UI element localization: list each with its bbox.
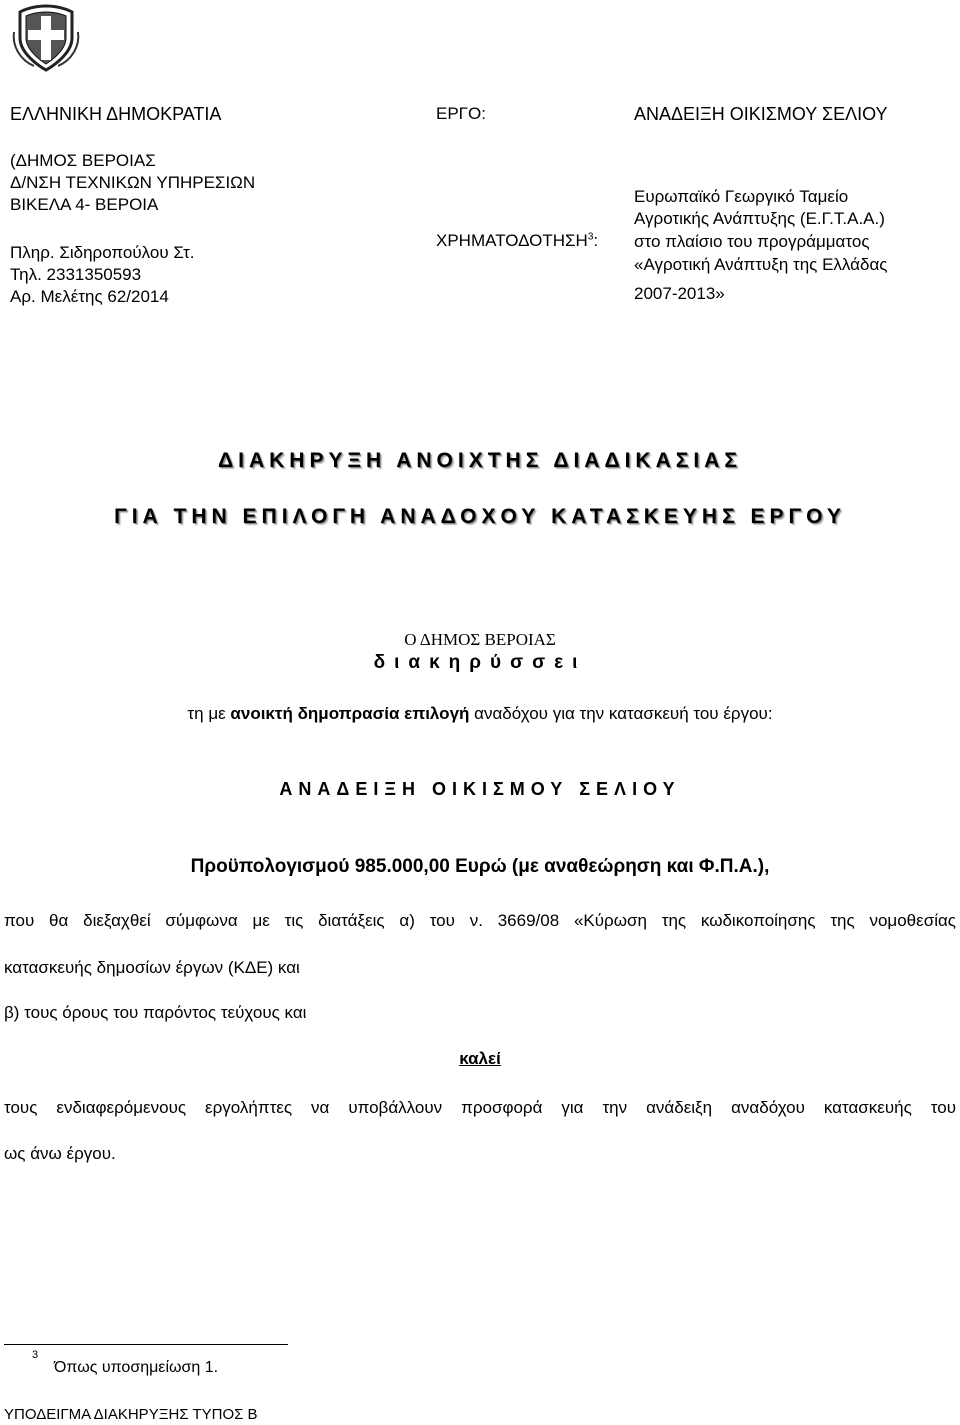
body-line-4: τους ενδιαφερόμενους εργολήπτες να υποβάλλουν προσφορά για την ανάδειξη αναδόχου κατασκευής του (4, 1098, 956, 1117)
funding-footnote-ref: 3 (587, 231, 594, 243)
funding-line: Ευρωπαϊκό Γεωργικό Ταμείο (634, 187, 849, 206)
info-person: Πληρ. Σιδηροπούλου Στ. (10, 243, 195, 262)
municipality-name: (ΔΗΜΟΣ ΒΕΡΟΙΑΣ (10, 151, 156, 170)
declaration-line (0, 704, 960, 724)
body-line-1: που θα διεξαχθεί σύμφωνα με τις διατάξεις α) του ν. 3669/08 «Κύρωση της κωδικοποίησης της νομοθεσίας (4, 911, 956, 930)
funding-line: «Αγροτική Ανάπτυξη της Ελλάδας (634, 255, 888, 274)
funding-line: Αγροτικής Ανάπτυξης (Ε.Γ.Τ.Α.Α.) (634, 209, 885, 228)
project-label: ΕΡΓΟ: (436, 104, 486, 123)
issuer-name: Ο ΔΗΜΟΣ ΒΕΡΟΙΑΣ (404, 630, 556, 649)
study-number: Αρ. Μελέτης 62/2014 (10, 287, 169, 306)
body-line-2: κατασκευής δημοσίων έργων (ΚΔΕ) και (4, 958, 300, 977)
address: ΒΙΚΕΛΑ 4- ΒΕΡΟΙΑ (10, 195, 159, 214)
body-line-3: β) τους όρους του παρόντος τεύχους και (4, 1003, 307, 1022)
footnote-number: 3 (32, 1349, 39, 1361)
document-title: ΔΙΑΚΗΡΥΞΗ ΑΝΟΙΧΤΗΣ ΔΙΑΔΙΚΑΣΙΑΣ (218, 449, 742, 472)
funding-colon: : (593, 231, 599, 250)
declaration-post: αναδόχου για την κατασκευή του έργου: (469, 704, 773, 723)
header-project-name: ΑΝΑΔΕΙΞΗ ΟΙΚΙΣΜΟΥ ΣΕΛΙΟΥ (634, 104, 888, 124)
funding-label-text: ΧΡΗΜΑΤΟΔΟΤΗΣΗ (436, 231, 588, 250)
invite-word: καλεί (459, 1049, 501, 1068)
budget-line: Προϋπολογισμού 985.000,00 Ευρώ (με αναθεώρηση και Φ.Π.Α.), (190, 856, 770, 877)
phone-number: Τηλ. 2331350593 (10, 265, 142, 284)
funding-label (436, 230, 598, 252)
project-title: ΑΝΑΔΕΙΞΗ ΟΙΚΙΣΜΟΥ ΣΕΛΙΟΥ (279, 779, 681, 799)
footnote-separator (4, 1344, 288, 1345)
greek-coat-of-arms-icon (10, 2, 82, 74)
body-line-5: ως άνω έργου. (4, 1144, 116, 1163)
funding-line: στο πλαίσιο του προγράμματος (634, 232, 870, 251)
declaration-pre: τη με (187, 704, 231, 723)
department-name: Δ/ΝΣΗ ΤΕΧΝΙΚΩΝ ΥΠΗΡΕΣΙΩΝ (10, 173, 256, 192)
footnote-text: Όπως υποσημείωση 1. (54, 1359, 219, 1376)
declaration-procedure: ανοικτή δημοπρασία επιλογή (230, 704, 470, 723)
page-footer: ΥΠΟΔΕΙΓΜΑ ΔΙΑΚΗΡΥΞΗΣ ΤΥΠΟΣ Β (4, 1406, 258, 1423)
declaration-verb: διακηρύσσει (373, 652, 587, 673)
funding-line: 2007-2013» (634, 284, 725, 303)
document-subtitle: ΓΙΑ ΤΗΝ ΕΠΙΛΟΓΗ ΑΝΑΔΟΧΟΥ ΚΑΤΑΣΚΕΥΗΣ ΕΡΓΟΥ (114, 505, 846, 528)
republic-name: ΕΛΛΗΝΙΚΗ ΔΗΜΟΚΡΑΤΙΑ (10, 104, 222, 124)
